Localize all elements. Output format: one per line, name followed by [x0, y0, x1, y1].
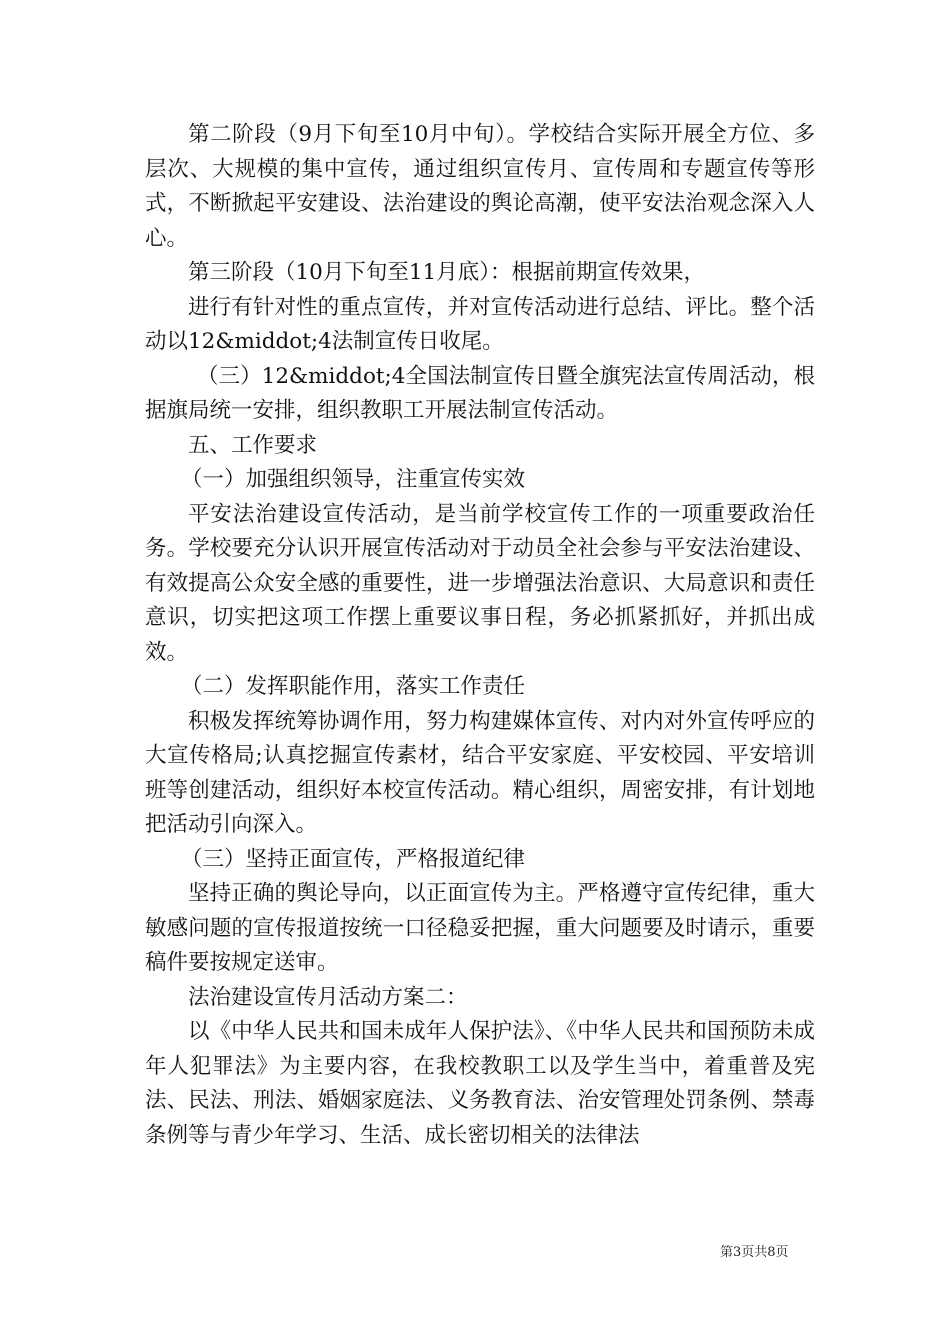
paragraph-leadership: 平安法治建设宣传活动，是当前学校宣传工作的一项重要政治任务。学校要充分认识开展宣传活动对于动员全社会参与平安法治建设、有效提高公众安全感的重要性，进一步增强法治意识、大局意识和责任意识，切实把这项工作摆上重要议事日程，务必抓紧抓好，并抓出成效。 [145, 501, 815, 665]
heading-work-requirements: 五、工作要求 [188, 432, 318, 458]
paragraph-plan-two-content: 以《中华人民共和国未成年人保护法》、《中华人民共和国预防未成年人犯罪法》为主要内容，在我校教职工以及学生当中，着重普及宪法、民法、刑法、婚姻家庭法、义务教育法、治安管理处罚条例、禁毒条例等与青少年学习、生活、成长密切相关的法律法 [145, 1019, 815, 1148]
subheading-strengthen-leadership: （一）加强组织领导，注重宣传实效 [181, 467, 526, 492]
subheading-functional-role: （二）发挥职能作用，落实工作责任 [181, 674, 526, 699]
document-body [145, 118, 815, 1153]
paragraph-positive-publicity: 坚持正确的舆论导向，以正面宣传为主。严格遵守宣传纪律，重大敏感问题的宣传报道按统一口径稳妥把握，重大问题要及时请示，重要稿件要按规定送审。 [145, 881, 815, 975]
subheading-positive-publicity: （三）坚持正面宣传，严格报道纪律 [181, 846, 526, 872]
paragraph-stage-two: 第二阶段（9月下旬至10月中旬）。学校结合实际开展全方位、多层次、大规模的集中宣传，通过组织宣传月、宣传周和专题宣传等形式，不断掀起平安建设、法治建设的舆论高潮，使平安法治观念深入人心。 [145, 122, 815, 251]
paragraph-item-three-activity: （三）12&middot;4全国法制宣传日暨全旗宪法宣传周活动，根据旗局统一安排，组织教职工开展法制宣传活动。 [145, 363, 815, 423]
paragraph-stage-three: 第三阶段（10月下旬至11月底）：根据前期宣传效果， [188, 260, 705, 285]
paragraph-stage-three-continued: 进行有针对性的重点宣传，并对宣传活动进行总结、评比。整个活动以12&middot;4法制宣传日收尾。 [145, 294, 815, 354]
heading-plan-two: 法治建设宣传月活动方案二： [188, 984, 468, 1010]
page-number-footer: 第3页共8页 [720, 1245, 789, 1260]
paragraph-functional-role: 积极发挥统筹协调作用，努力构建媒体宣传、对内对外宣传呼应的大宣传格局;认真挖掘宣传素材，结合平安家庭、平安校园、平安培训班等创建活动，组织好本校宣传活动。精心组织，周密安排，有计划地把活动引向深入。 [145, 708, 815, 837]
